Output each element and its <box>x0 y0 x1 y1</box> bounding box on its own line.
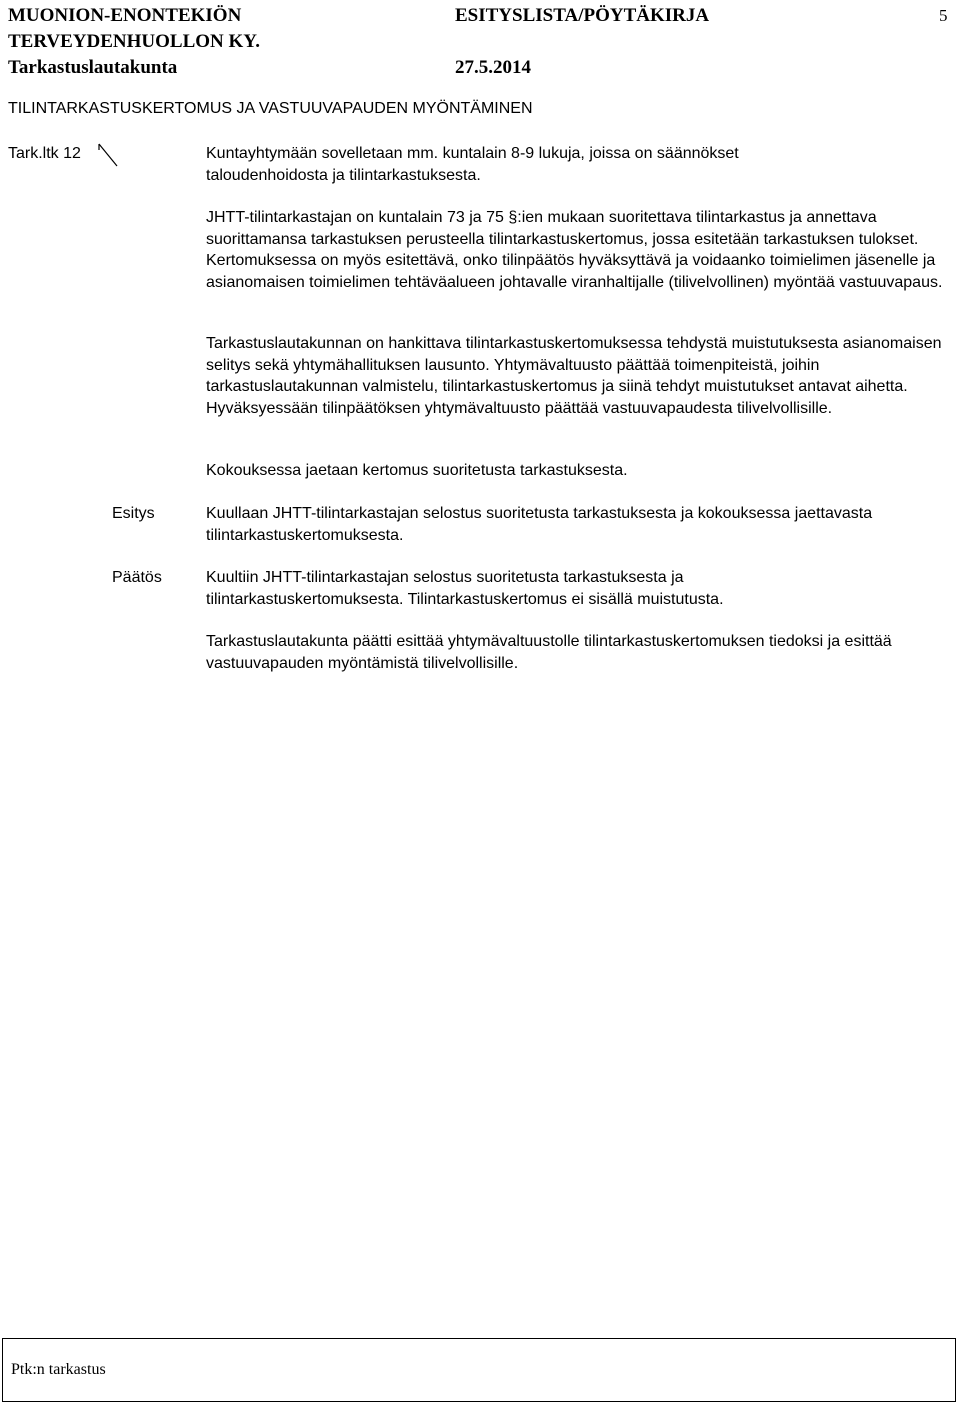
decision-text-2: Tarkastuslautakunta päätti esittää yhtymävaltuustolle tilintarkastuskertomuksen tiedoksi ja esittää vastuuvapauden myöntämistä tilivelvollisille. <box>206 633 892 672</box>
minutes-review-box <box>2 1338 956 1402</box>
body-paragraph-4: Kokouksessa jaetaan kertomus suoritetusta tarkastuksesta. <box>206 462 628 479</box>
meeting-date: 27.5.2014 <box>455 57 531 78</box>
body-paragraph-3: Tarkastuslautakunnan on hankittava tilintarkastuskertomuksessa tehdystä muistutuksesta asianomaisen selitys sekä yhtymähallituksen lausunto. Yhtymävaltuusto päättää toimenpiteistä, joihin tarkastuslautakunnan valmistelu, tilintarkastuskertomus ja siinä tehdyt muistutukset antavat aihetta. Hyväksyessään tilinpäätöksen yhtymävaltuusto päättää vastuuvapaudesta tilivelvollisille. <box>206 335 942 417</box>
proposal-label: Esitys <box>112 505 155 522</box>
board-name: Tarkastuslautakunta <box>8 57 178 78</box>
body-paragraph-2: JHTT-tilintarkastajan on kuntalain 73 ja 75 §:ien mukaan suoritettava tilintarkastus ja annettava suorittamansa tarkastuksen perusteella tilintarkastuskertomus, jossa esitetään tarkastuksen tulokset. Kertomuksessa on myös esitettävä, onko tilinpäätös hyväksyttävä ja voidaanko toimielimen jäsenelle ja asianomaisen toimielimen tehtäväalueen johtavalle viranhaltijalle (tilivelvollinen) myöntää vastuuvapaus. <box>206 209 943 291</box>
organization-name-line2: TERVEYDENHUOLLON KY. <box>8 31 261 52</box>
item-label: Tark.ltk 12 <box>8 145 81 162</box>
decision-label: Päätös <box>112 569 162 586</box>
proposal-text: Kuullaan JHTT-tilintarkastajan selostus suoritetusta tarkastuksesta ja kokouksessa jaettavasta tilintarkastuskertomuksesta. <box>206 505 873 544</box>
section-sign-icon <box>97 142 119 168</box>
minutes-review-label: Ptk:n tarkastus <box>11 1361 106 1378</box>
page-number: 5 <box>939 6 948 25</box>
body-paragraph-1: Kuntayhtymään sovelletaan mm. kuntalain 8-9 lukuja, joissa on säännökset taloudenhoidosta ja tilintarkastuksesta. <box>206 145 739 184</box>
document-type: ESITYSLISTA/PÖYTÄKIRJA <box>455 5 710 26</box>
section-title: TILINTARKASTUSKERTOMUS JA VASTUUVAPAUDEN MYÖNTÄMINEN <box>8 100 533 117</box>
decision-text-1: Kuultiin JHTT-tilintarkastajan selostus suoritetusta tarkastuksesta ja tilintarkastuskertomuksesta. Tilintarkastuskertomus ei sisällä muistutusta. <box>206 569 724 608</box>
organization-name-line1: MUONION-ENONTEKIÖN <box>8 5 242 26</box>
